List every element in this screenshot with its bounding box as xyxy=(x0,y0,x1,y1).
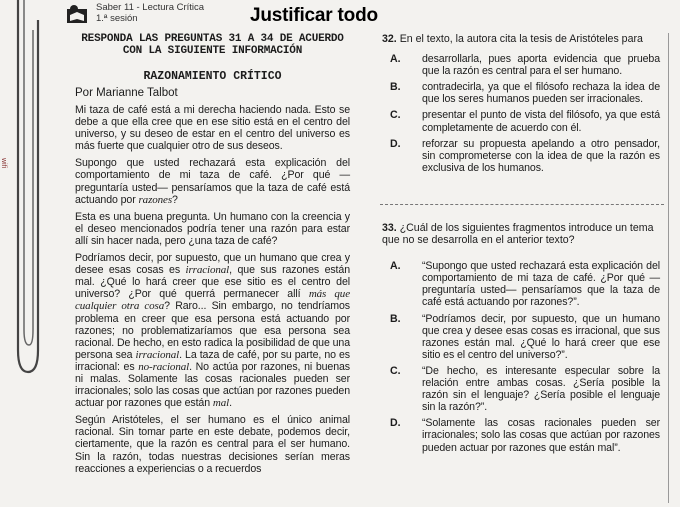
option-33-a[interactable]: A. “Supongo que usted rechazará esta explicación del comportamiento de mi taza de café. ¿Por qué —preguntaría usted— pensaríamos que la taza de café está actuando por razones?”. xyxy=(390,260,660,309)
exam-session: 1.ª sesión xyxy=(96,13,138,24)
reader-logo-icon xyxy=(66,3,88,25)
overlay-title: Justificar todo xyxy=(250,5,378,26)
paragraph-5: Según Aristóteles, el ser humano es el único animal racional. Sin tomar parte en este debate, podemos decir, ciertamente, que la razón es central para el ser humano. Sin la razón, todas nuestras decisiones serían meras reacciones a experiencias o a recuerdos xyxy=(75,414,350,475)
option-33-d[interactable]: D. “Solamente las cosas racionales pueden ser irracionales; solo las cosas que actúan por razones pueden actuar por razones que están mal”. xyxy=(390,417,660,454)
option-33-b[interactable]: B. “Podríamos decir, por supuesto, que un humano que crea y desee esas cosas es irracional, que sus razones están mal. ¿Qué lo hará creer que ese sitio es el centro del universo?”. xyxy=(390,312,660,361)
reading-column xyxy=(75,33,350,480)
option-32-b[interactable]: B. contradecirla, ya que el filósofo rechaza la idea de que los seres humanos pueden ser irracionales. xyxy=(390,81,660,106)
paragraph-2: Supongo que usted rechazará esta explicación del comportamiento de mi taza de café. ¿Por qué —preguntaría usted— pensaríamos que la taza de café está actuando por razones? xyxy=(75,157,350,206)
section-title: RAZONAMIENTO CRÍTICO xyxy=(143,70,282,83)
paragraph-4: Podríamos decir, por supuesto, que un humano que crea y desee esas cosas es irracional, que sus razones están mal. ¿Qué lo hará creer que ese sitio es el centro del universo? ¿Por qué querrá permanecer allí más que cualquier otra cosa? Raro... Sin embargo, no tendríamos problema en creer que esa persona está actuando por razones; no problematizaríamos que esa persona sea racional. De hecho, en esto radica la posibilidad de que una persona sea irracional. La taza de café, por su parte, no es irracional: es no-racional. No actúa por razones, ni buenas ni malas. Solamente las cosas racionales pueden ser irracionales; solo las cosas que actúan por razones pueden actuar por razones que están mal. xyxy=(75,252,350,410)
paragraph-1: Mi taza de café está a mi derecha haciendo nada. Esto se debe a que ella cree que en ese sitio está en el centro del universo, y su deseo de estar en el centro del universo es más fuerte que cualquier otro de sus deseos. xyxy=(75,104,350,153)
option-32-a[interactable]: A. desarrollarla, pues aporta evidencia que prueba que la razón es central para el ser humano. xyxy=(390,53,660,78)
instruction-heading: RESPONDA LAS PREGUNTAS 31 A 34 DE ACUERDO CON LA SIGUIENTE INFORMACIÓN xyxy=(81,33,344,57)
option-32-d[interactable]: D. reforzar su propuesta apelando a otro pensador, sin comprometerse con la idea de que la razón es exclusiva de los humanos. xyxy=(390,137,660,174)
question-33 xyxy=(382,222,660,458)
exam-name: Saber 11 - Lectura Crítica xyxy=(96,2,205,13)
exam-header xyxy=(96,2,204,24)
column-rule xyxy=(668,33,669,503)
side-mark: wifi xyxy=(0,158,7,169)
question-33-stem: 33. ¿Cuál de los siguientes fragmentos introduce un tema que no se desarrolla en el anterior texto? xyxy=(382,222,654,247)
question-32 xyxy=(382,33,660,178)
paragraph-3: Esta es una buena pregunta. Un humano con la creencia y el deseo mencionados podría tener una razón para estar allí sin hacer nada, pero ¿una taza de café? xyxy=(75,210,350,247)
option-33-c[interactable]: C. “De hecho, es interesante especular sobre la relación entre ambas cosas. ¿Sería posible la razón sin el lenguaje? ¿Sería posible el lenguaje sin la razón?”. xyxy=(390,364,660,414)
question-divider xyxy=(380,204,664,205)
paper-clip-icon xyxy=(8,0,42,380)
question-32-stem: 32. En el texto, la autora cita la tesis de Aristóteles para xyxy=(382,33,643,45)
option-32-c[interactable]: C. presentar el punto de vista del filósofo, ya que está completamente de acuerdo con él. xyxy=(390,109,660,134)
author-line: Por Marianne Talbot xyxy=(75,87,178,99)
